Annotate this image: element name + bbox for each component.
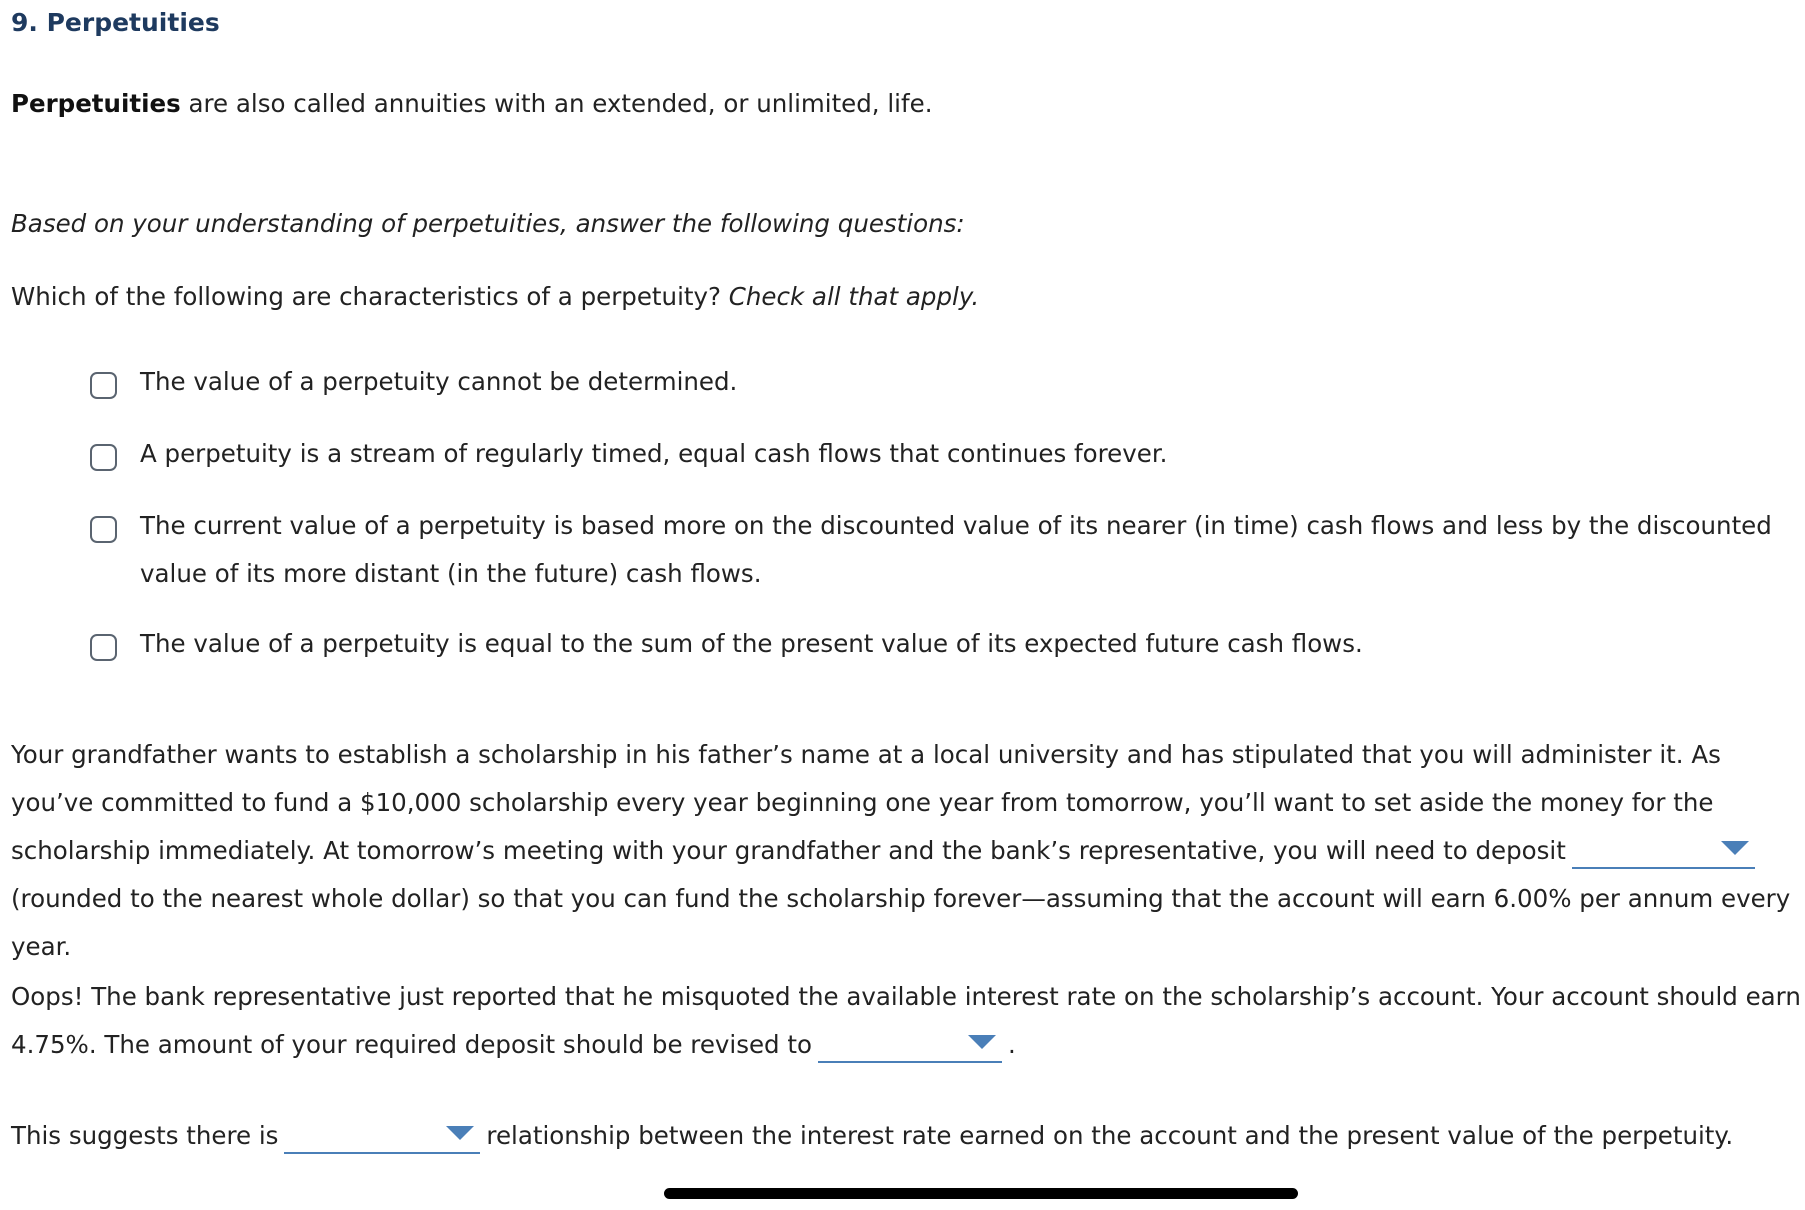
chevron-down-icon: [1721, 841, 1749, 855]
option-3[interactable]: [90, 630, 1363, 668]
scenario-paragraph: [11, 731, 1801, 971]
intro-term: Perpetuities: [11, 89, 181, 118]
conclusion-paragraph: [11, 1112, 1801, 1160]
checkbox[interactable]: [90, 516, 117, 543]
option-1[interactable]: [90, 440, 1167, 478]
option-0[interactable]: [90, 368, 737, 406]
conclusion-text-before: This suggests there is: [11, 1121, 279, 1150]
option-label: The value of a perpetuity cannot be determined.: [140, 367, 738, 396]
relationship-dropdown[interactable]: [284, 1122, 480, 1154]
intro-text: are also called annuities with an extended, or unlimited, life.: [180, 89, 933, 118]
scenario-text-after: (rounded to the nearest whole dollar) so that you can fund the scholarship forever—assuming that the account will earn 6.00% per annum every year.: [11, 884, 1791, 961]
question-text: Which of the following are characteristics of a perpetuity?: [11, 282, 729, 311]
option-label: The value of a perpetuity is equal to the sum of the present value of its expected future cash flows.: [140, 629, 1363, 658]
revision-text-after: .: [1008, 1030, 1016, 1059]
scenario-text-before: Your grandfather wants to establish a scholarship in his father’s name at a local university and has stipulated that you will administer it. As you’ve committed to fund a $10,000 scholarship every year beginning one year from tomorrow, you’ll want to set aside the money for the scholarship immediately. At tomorrow’s meeting with your grandfather and the bank’s representative, you will need to deposit: [11, 740, 1721, 865]
revision-paragraph: [11, 973, 1801, 1069]
section-title: 9. Perpetuities: [11, 8, 220, 37]
checkbox[interactable]: [90, 372, 117, 399]
intro-paragraph: [11, 89, 932, 118]
chevron-down-icon: [446, 1126, 474, 1140]
deposit-dropdown[interactable]: [1572, 837, 1755, 869]
option-label: The current value of a perpetuity is based more on the discounted value of its nearer (in time) cash flows and less by the discounted value of its more distant (in the future) cash flows.: [140, 511, 1772, 588]
option-label: A perpetuity is a stream of regularly timed, equal cash flows that continues forever.: [140, 439, 1168, 468]
revision-text-before: Oops! The bank representative just reported that he misquoted the available interest rate on the scholarship’s account. Your account should earn 4.75%. The amount of your required deposit should be revised to: [11, 982, 1801, 1059]
checkbox[interactable]: [90, 444, 117, 471]
question-hint: Check all that apply.: [728, 282, 980, 311]
option-2[interactable]: [90, 512, 1790, 598]
instruction-text: Based on your understanding of perpetuities, answer the following questions:: [11, 209, 965, 238]
checkbox[interactable]: [90, 634, 117, 661]
horizontal-scrollbar[interactable]: [664, 1188, 1298, 1199]
conclusion-text-after: relationship between the interest rate earned on the account and the present value of the perpetuity.: [486, 1121, 1734, 1150]
chevron-down-icon: [968, 1035, 996, 1049]
revised-deposit-dropdown[interactable]: [818, 1031, 1002, 1063]
question-prompt: [11, 282, 979, 311]
